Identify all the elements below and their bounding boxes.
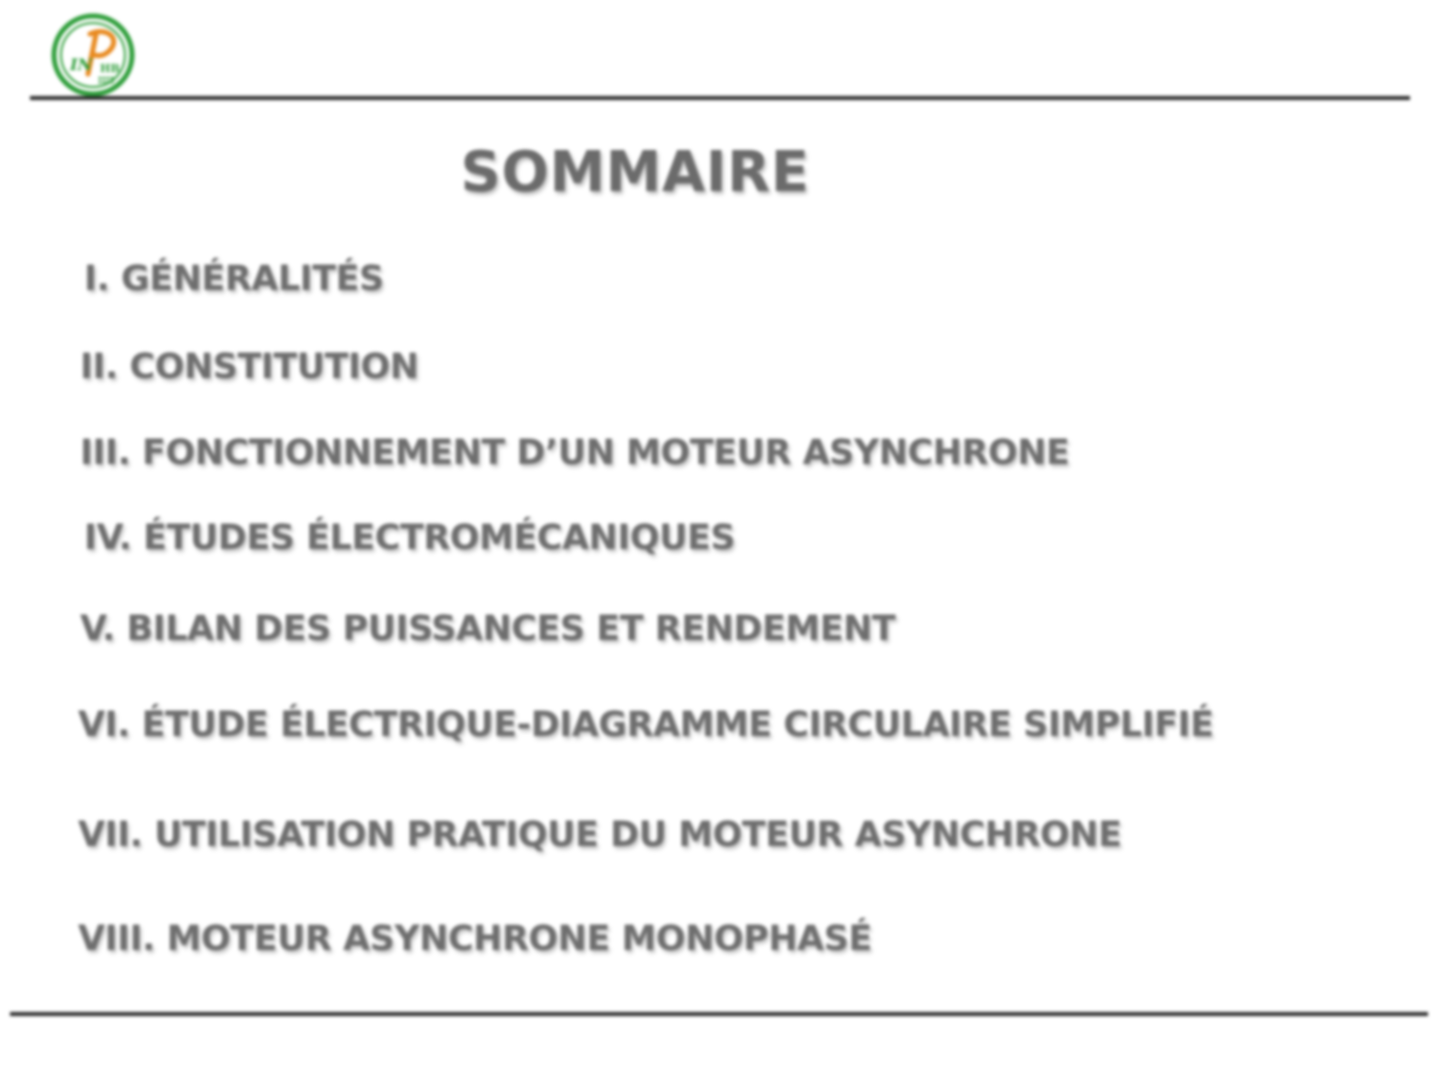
inphb-logo-icon: [50, 12, 136, 98]
toc-item-3: III. FONCTIONNEMENT D’UN MOTEUR ASYNCHRONE: [80, 433, 1070, 473]
toc-item-6: VI. ÉTUDE ÉLECTRIQUE-DIAGRAMME CIRCULAIRE SIMPLIFIÉ: [78, 705, 1214, 745]
toc-item-2: II. CONSTITUTION: [80, 347, 419, 387]
header-divider: [30, 96, 1410, 100]
toc-item-4: IV. ÉTUDES ÉLECTROMÉCANIQUES: [84, 518, 736, 558]
toc-item-7: VII. UTILISATION PRATIQUE DU MOTEUR ASYNCHRONE: [78, 815, 1122, 855]
toc-item-8: VIII. MOTEUR ASYNCHRONE MONOPHASÉ: [78, 919, 872, 959]
slide-title: SOMMAIRE: [460, 140, 810, 205]
toc-item-5: V. BILAN DES PUISSANCES ET RENDEMENT: [80, 609, 896, 649]
footer-divider: [10, 1012, 1428, 1016]
svg-text:HB: HB: [100, 62, 120, 75]
toc-item-1: I. GÉNÉRALITÉS: [84, 259, 384, 299]
svg-text:IN: IN: [70, 55, 93, 74]
